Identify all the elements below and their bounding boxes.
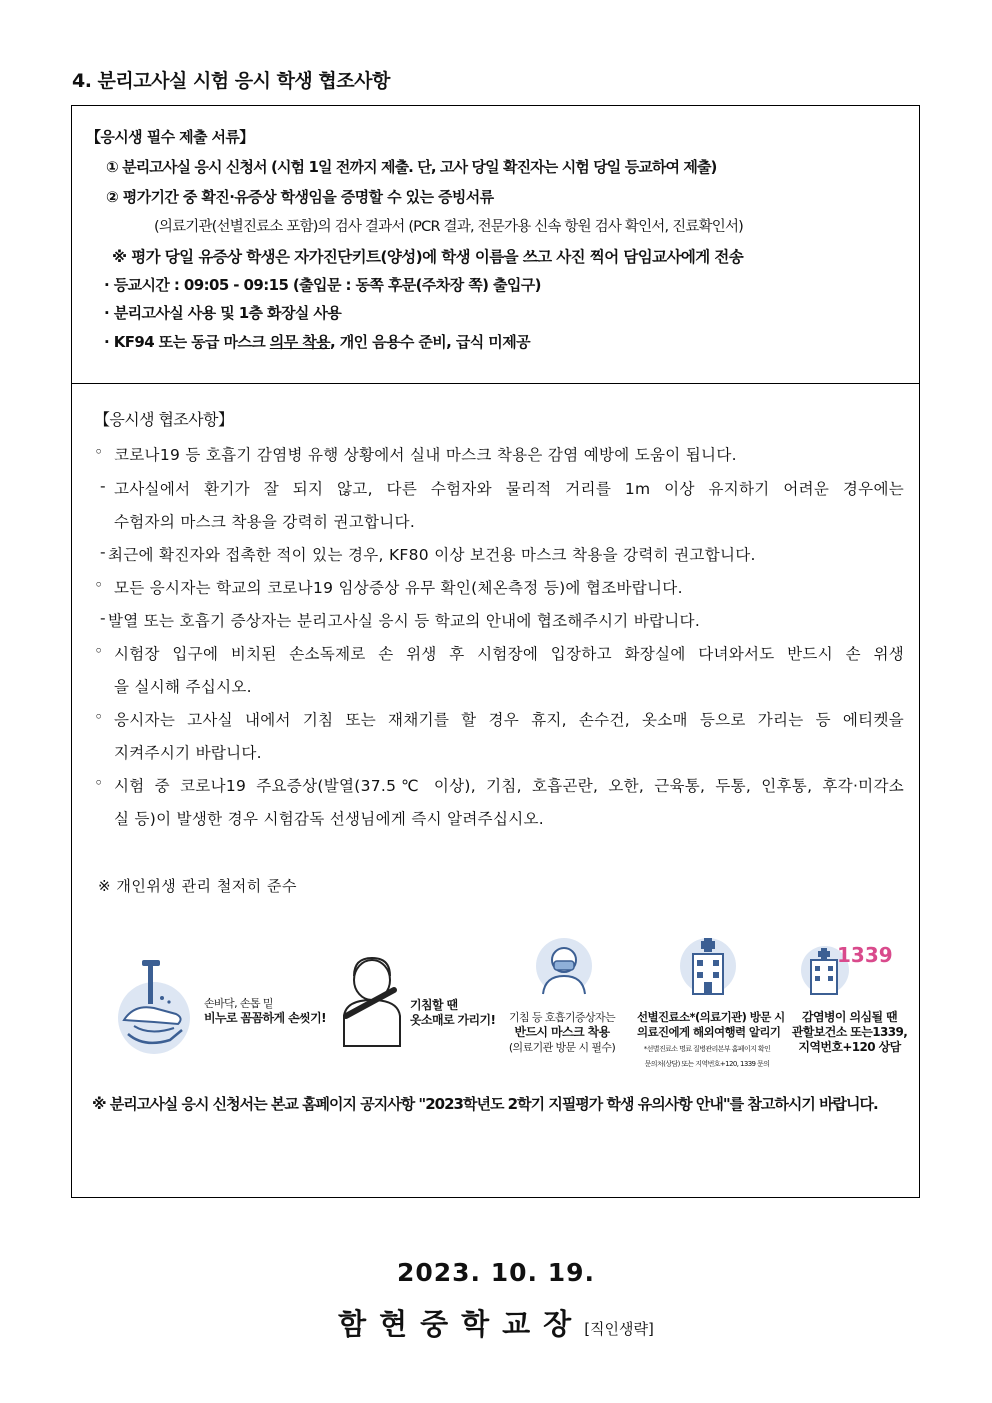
clinic-panel — [637, 936, 785, 1076]
clinic-line-1: 선별진료소*(의료기관) 방문 시 — [637, 1010, 785, 1024]
bullet-dash: - — [100, 477, 106, 495]
health-center-panel — [787, 936, 912, 1076]
cooperation-line: 고사실에서 환기가 잘 되지 않고, 다른 수험자와 물리적 거리를 1m 이상 유지하기 어려운 경우에는 — [114, 480, 904, 498]
room-usage: · 분리고사실 사용 및 1층 화장실 사용 — [104, 304, 342, 322]
cooperation-line: 시험장 입구에 비치된 손소독제로 손 위생 후 시험장에 입장하고 화장실에 다녀와서도 반드시 손 위생 — [114, 645, 904, 663]
cooperation-heading: 【응시생 협조사항】 — [94, 410, 234, 429]
bullet-circle: ◦ — [94, 443, 104, 461]
mask-line-3: (의료기관 방문 시 필수) — [508, 1041, 616, 1054]
cooperation-line: 시험 중 코로나19 주요증상(발열(37.5℃ 이상), 기침, 호흡곤란, 오한, 근육통, 두통, 인후통, 후각·미각소 — [114, 777, 904, 795]
hospital-icon — [673, 934, 743, 996]
mask-requirement — [104, 331, 530, 352]
bullet-dash: - — [100, 609, 106, 627]
bullet-dash: - — [100, 543, 106, 561]
cooperation-line: 실 등)이 발생한 경우 시험감독 선생님에게 즉시 알려주십시오. — [114, 810, 544, 828]
bullet-circle: ◦ — [94, 576, 104, 594]
notice-box — [71, 105, 920, 1198]
hotline-number: 1339 — [837, 943, 893, 967]
cooperation-line: 을 실시해 주십시오. — [114, 678, 252, 696]
issue-date: 2023. 10. 19. — [396, 1258, 596, 1287]
cough-panel — [332, 936, 496, 1076]
cooperation-line: 지켜주시기 바랍니다. — [114, 744, 262, 762]
hygiene-icons — [112, 936, 908, 1076]
cough-line-2: 옷소매로 가리기! — [410, 1013, 496, 1027]
mask-person-icon — [529, 936, 599, 996]
cooperation-line: 발열 또는 호흡기 증상자는 분리고사실 응시 등 학교의 안내에 협조해주시기 바랍니다. — [108, 612, 701, 630]
required-doc-1: ① 분리고사실 응시 신청서 (시험 1일 전까지 제출. 단, 고사 당일 확진자는 시험 당일 등교하여 제출) — [106, 158, 717, 176]
handwash-panel — [112, 936, 326, 1076]
mask-line-2: 반드시 마스크 착용 — [514, 1025, 610, 1039]
box-divider — [72, 383, 919, 384]
mask-suffix: , 개인 음용수 준비, 급식 미제공 — [329, 333, 530, 351]
clinic-line-3: *선별진료소 명료 질병관리본부 홈페이지 확인 — [643, 1045, 771, 1053]
bullet-circle: ◦ — [94, 708, 104, 726]
principal-name: 함현중학교장 — [338, 1307, 585, 1341]
cooperation-line: 모든 응시자는 학교의 코로나19 임상증상 유무 확인(체온측정 등)에 협조바랍니다. — [114, 579, 683, 597]
health-line-2: 관할보건소 또는1339, — [791, 1025, 908, 1039]
cooperation-line: 응시자는 고사실 내에서 기침 또는 재채기를 할 경우 휴지, 손수건, 옷소매 등으로 가리는 등 에티켓을 — [114, 711, 904, 729]
handwash-line-1: 손바닥, 손톱 밑 — [204, 997, 273, 1010]
cooperation-line: 코로나19 등 호흡기 감염병 유행 상황에서 실내 마스크 착용은 감염 예방에 도움이 됩니다. — [114, 446, 737, 464]
clinic-line-2: 의료진에게 해외여행력 알리기 — [637, 1025, 781, 1039]
mask-panel — [497, 936, 627, 1076]
handwash-icon — [114, 956, 194, 1066]
cooperation-line: 최근에 확진자와 접촉한 적이 있는 경우, KF80 이상 보건용 마스크 착용을 강력히 권고합니다. — [108, 546, 756, 564]
clinic-line-4: 문의처(상담) 또는 지역번호+120, 1339 문의 — [644, 1060, 770, 1068]
arrival-time: · 등교시간 : 09:05 - 09:15 (출입문 : 동쪽 후문(주차장 쪽) 출입구) — [104, 276, 541, 294]
cough-line-1: 기침할 땐 — [410, 998, 458, 1012]
seal-note: [직인생략] — [584, 1320, 654, 1338]
required-doc-2-detail: (의료기관(선별진료소 포함)의 검사 결과서 (PCR 결과, 전문가용 신속 항원 검사 확인서, 진료확인서) — [154, 219, 744, 235]
mask-prefix: · KF94 또는 동급 마스크 — [104, 333, 270, 351]
hygiene-note: ※ 개인위생 관리 철저히 준수 — [98, 877, 298, 895]
required-docs-heading: 【응시생 필수 제출 서류】 — [86, 128, 254, 146]
required-doc-2: ② 평가기간 중 확진·유증상 학생임을 증명할 수 있는 증빙서류 — [106, 188, 494, 206]
mask-mandatory: 의무 착용 — [269, 333, 330, 351]
symptom-notice: ※ 평가 당일 유증상 학생은 자가진단키트(양성)에 학생 이름을 쓰고 사진 찍어 담임교사에게 전송 — [112, 248, 744, 266]
bullet-circle: ◦ — [94, 774, 104, 792]
principal-signature — [0, 1302, 992, 1343]
handwash-line-2: 비누로 꼼꼼하게 손씻기! — [204, 1011, 326, 1025]
health-center-icon — [801, 936, 893, 998]
cough-icon — [332, 946, 412, 1056]
bullet-circle: ◦ — [94, 642, 104, 660]
section-title: 4. 분리고사실 시험 응시 학생 협조사항 — [72, 70, 390, 92]
health-line-1: 감염병이 의심될 땐 — [801, 1010, 898, 1024]
cooperation-line: 수험자의 마스크 착용을 강력히 권고합니다. — [114, 513, 416, 531]
health-line-3: 지역번호+120 상담 — [798, 1040, 901, 1054]
mask-line-1: 기침 등 호흡기증상자는 — [508, 1011, 616, 1024]
reference-note: ※ 분리고사실 응시 신청서는 본교 홈페이지 공지사항 "2023학년도 2학기 지필평가 학생 유의사항 안내"를 참고하시기 바랍니다. — [92, 1095, 878, 1113]
